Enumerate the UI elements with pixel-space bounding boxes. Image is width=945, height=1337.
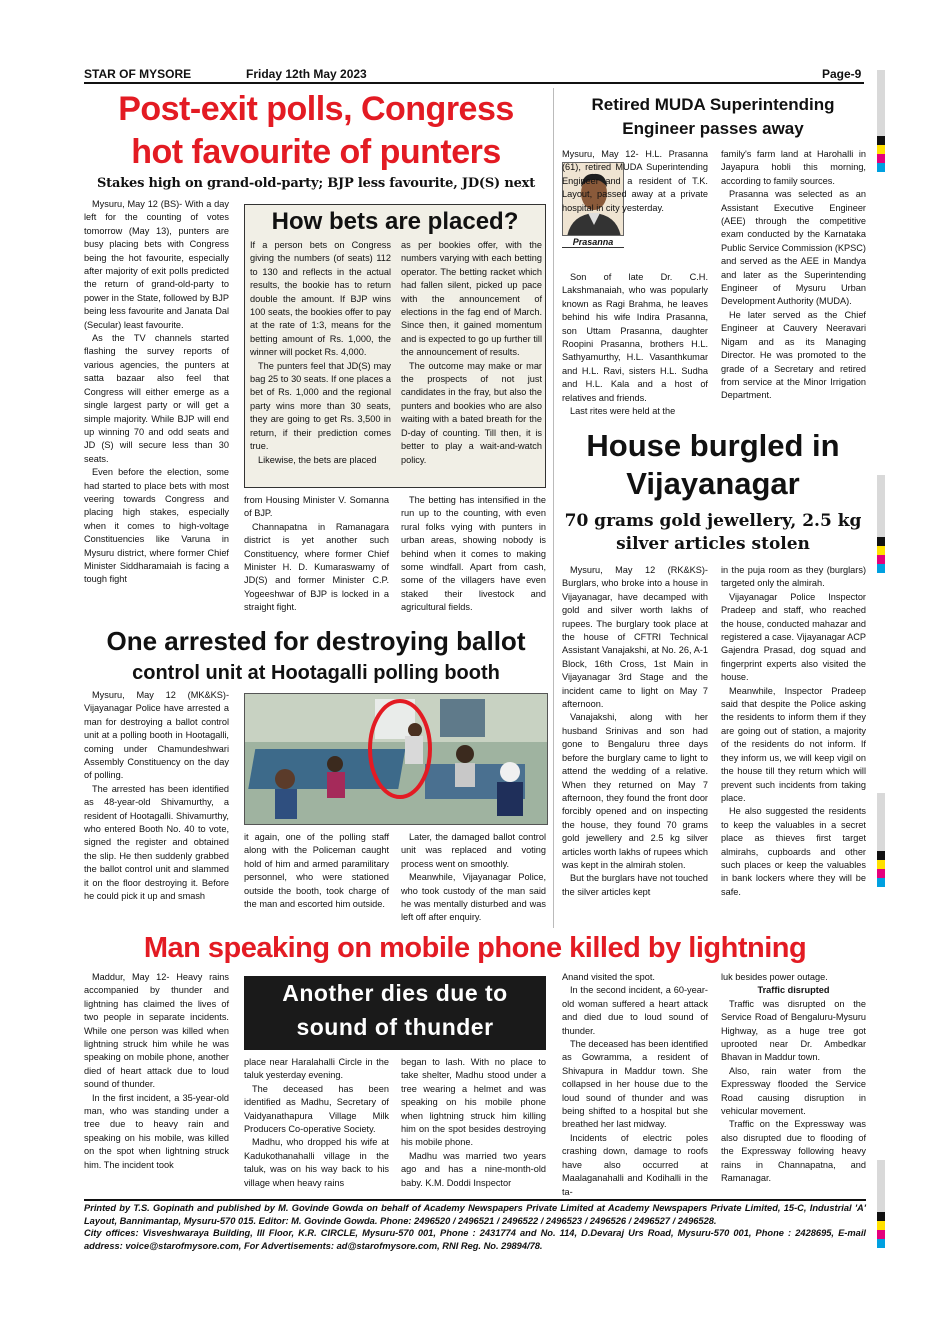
how-bets-col1: If a person bets on Congress giving the numbers (of seats) 112 to 130 and reflects in the actual results, the bookie has to return double the amount. If BJP wins 100 seats, the bookies offer to pay at the rate of 1:3, means for the betting amount of Rs. 1,000, the winner will pocket Rs. 4,000. The punters feel that JD(S) may bag 25 to 30 seats. If one places a bet of Rs. 1,000 and the regional party wins more than 30 seats, they are going to get Rs. 3,500 in return, if their prediction comes true. Likewise, the bets are placed <box>250 240 391 465</box>
article5-col4: Anand visited the spot. In the second incident, a 60-year-old woman suffered a heart attack and died due to loud sound of thunder. The deceased has been identified as Gowramma, a resident of Shivapura in Maddur town. She collapsed in her house due to the loud sound of thunder and was being shifted to a hospital but she breathed her last midway. Incidents of electric poles crashing down, damage to roofs have also occurred at Maalaganahalli and Kodihalli in the ta- <box>562 972 708 1197</box>
polling-booth-photo <box>244 693 548 825</box>
article1-col3: The betting has intensified in the run up to the counting, with even rural folks vying with punters in urban areas, showing nobody is behind when it comes to making some windfall. Apart from cash, some of the villagers have even staked their livestock and agricultural fields. <box>401 495 546 613</box>
registration-strip <box>877 793 885 851</box>
issue-date: Friday 12th May 2023 <box>246 67 367 81</box>
registration-strip <box>877 70 885 138</box>
article3-col1: Mysuru, May 12 (RK&KS)- Burglars, who broke into a house in Vijayanagar, have decamped with gold and silver worth lakhs of rupees. The burglary took place at the house of CFTRI Technical Assistant Vanajakshi, at No. 26, A-1 Block, 16th Cross, 1st Main in Vijayanagar 3rd Stage and the incident came to light on May 7 afternoon. Vanajakshi, along with her husband Srinivas and son had gone to Bengaluru three days before the burglary came to light to attend the wedding of a relative. When they returned on May 7 afternoon, they found the front door forcibly opened and on inspecting the house, they found 70 grams gold jewellery and 2.5 kg silver articles worth lakhs of rupees which was kept in the almirah stolen. But the burglars have not touched the silver articles kept <box>562 565 708 897</box>
article1-col1: Mysuru, May 12 (BS)- With a day left for the counting of votes tomorrow (May 13), punters are busy placing bets with Congress being the hot favourite, especially after majority of exit polls predicted the return of grand-old-party to power in the State, followed by BJP being less favourite and Janata Dal (Secular) least favourite. As the TV channels started flashing the survey reports of various agencies, the punters at satta bazaar also feel that Congress will either emerge as a single largest party or will get a simple majority. While BJP will end up winning 70 and odd seats and JD (S) will secure less than 30 seats. Even before the election, some had started to place bets with most veering towards Congress and placing high stakes, especially when it comes to high-voltage Constituencies like Varuna in Mysuru district, where former Chief Minister Siddharamaiah is facing a tough fight <box>84 199 229 585</box>
article4-subhead: control unit at Hootagalli polling booth <box>132 662 500 684</box>
article5-col1: Maddur, May 12- Heavy rains accompanied by thunder and lightning has claimed the lives of two people in separate incidents. While one person was killed when lightning struck him while he was speaking on mobile phone, another died of heart attack due to loud sound of thunder. In the first incident, a 35-year-old man, who was standing under a tree due to heavy rain and speaking on his mobile, was killed on the spot when lightning struck him. The incident took <box>84 972 229 1170</box>
page-number: Page-9 <box>822 67 862 81</box>
article1-subhead: Stakes high on grand-old-party; BJP less favourite, JD(S) next <box>96 176 536 191</box>
imprint: Printed by T.S. Gopinath and published by M. Govinde Gowda on behalf of Academy Newspapers Private Limited at Academy Newspapers Private Limited, 15-C, Industrial 'A' Layout, Bannimantap, Mysuru-570 015. Editor: M. Govinde Gowda. Phone: 2496520 / 2496521 / 2496522 / 2496523 / 2496526 / 2496527 / 2496528. City offices: Visveshwaraya Building, III Floor, K.R. CIRCLE, Mysuru-570 001, Phone : 2431774 and No. 114, D.Devaraj Urs Road, Mysuru-570 001, Phone : 2428695, E-mail address: voice@starofmysore.com, For Advertisements: ad@starofmysore.com, RNI Reg. No. 29894/78. <box>84 1203 866 1251</box>
traffic-subhead: Traffic disrupted <box>757 985 830 996</box>
article3-headline: House burgled in Vijayanagar <box>586 428 840 501</box>
how-bets-box <box>244 204 546 488</box>
masthead-name: STAR OF MYSORE <box>84 67 192 81</box>
article5-col2: place near Haralahalli Circle in the taluk yesterday evening. The deceased has been identified as Madhu, Secretary of Vaidyanathapura Village Milk Producers Co-operative Society. Madhu, who dropped his wife at Kadukothanahalli village in the taluk, was on his way back to his village when heavy rains <box>244 1057 389 1188</box>
color-bar <box>877 1212 885 1248</box>
article4-col1: Mysuru, May 12 (MK&KS)- Vijayanagar Police have arrested a man for destroying a ballot control unit at a polling booth in Hootagalli, coming under Chamundeshwari Assembly Constituency on the day of polling. The arrested has been identified as 48-year-old Shivamurthy, a resident of Hootagalli. Shivamurthy, who entered Booth No. 40 to vote, signed the register and obtained the slip. He then suddenly grabbed the ballot control unit and slammed it on the floor destroying it. Before he could pick it up and smash <box>84 690 229 902</box>
how-bets-title: How bets are placed? <box>271 208 519 235</box>
column-divider <box>553 88 554 928</box>
article2-lead: Mysuru, May 12- H.L. Prasanna (61), retired MUDA Superintending Engineer and a resident of T.K. Layout, passed away at a private hospital in city yesterday. <box>562 149 708 213</box>
article4-col2: it again, one of the polling staff along with the Policeman caught hold of him and armed paramilitary personnel, who were stationed outside the booth, took charge of the man and escorted him outside. <box>244 832 389 910</box>
photo-caption: Prasanna <box>562 237 624 248</box>
article4-headline: One arrested for destroying ballot <box>106 626 526 656</box>
article5-col5: luk besides power outage. Traffic disrupted Traffic was disrupted on the Service Road of Bengaluru-Mysuru Highway, as a huge tree got uprooted near Dr. Ambedkar Bhavan in Maddur town. Also, rain water from the Expressway flooded the Service Road causing disruption in vehicular movement. Traffic on the Expressway was also disrupted due to flooding of the Expressway following heavy rains in Channapatna, and Ramanagar. <box>721 972 866 1184</box>
article1-headline: Post-exit polls, Congress hot favourite of punters <box>118 90 514 171</box>
article3-subhead: 70 grams gold jewellery, 2.5 kg silver articles stolen <box>564 511 862 554</box>
registration-strip <box>877 475 885 537</box>
article1-col2: from Housing Minister V. Somanna of BJP. Channapatna in Ramanagara district is yet another such Constituency, where former Chief Minister H. D. Kumaraswamy of JD(S) and former Minister C.P. Yogeeshwar of BJP is locked in a straight fight. <box>244 495 389 613</box>
cctv-scene <box>245 694 548 825</box>
color-bar <box>877 851 885 887</box>
article3-col2: in the puja room as they (burglars) targeted only the almirah. Vijayanagar Police Inspector Pradeep and staff, who reached the house, conducted mahazar and registered a case. Vijayanagar ACP Gajendra Prasad, dog squad and fingerprint experts also visited the house. Meanwhile, Inspector Pradeep said that despite the Police asking the residents to inform them if they are going out of station, a majority of the residents do not inform. If they inform us, we will keep vigil on the house till they return which will prevent such incidents from taking place. He also suggested the residents to keep the valuables in a secret place as thieves first target almirahs, cupboards and other such places or keep the valuables in bank lockers where they will be safe. <box>721 565 866 897</box>
registration-strip <box>877 1160 885 1212</box>
article5-col3: began to lash. With no place to take shelter, Madhu stood under a tree wearing a helmet and was speaking on his mobile phone when lightning struck him killing him on the spot besides destroying his mobile phone. Madhu was married two years ago and has a nine-month-old baby. K.M. Doddi Inspector <box>401 1057 546 1188</box>
how-bets-col2: as per bookies offer, with the numbers varying with each betting operator. The betting racket which had fallen silent, picked up pace with the announcement of elections in the fag end of March. Since then, it gained momentum and is expected to go up further till the announcement of results. The outcome may make or mar the prospects of not just candidates in the fray, but also the punters and bookies who are also waiting with a bated breath for the D-day of counting. Till then, it is better to play a wait-and-watch policy. <box>401 240 542 465</box>
article4-col3: Later, the damaged ballot control unit was replaced and voting process went on smoothly. Meanwhile, Vijayanagar Police, who took custody of the man said he was mentally disturbed and was left off after enquiry. <box>401 832 546 923</box>
article2-col1: Son of late Dr. C.H. Lakshmanaiah, who was popularly known as Ragi Brahma, he leaves behind his wife Indira Prasanna, son Uttam Prasanna, daughter Roopini Prasanna, brothers H.L. Sathyamurthy, H.L. Vasanthkumar and H.L. Ravi, sisters H.L. Sudha and H.L. Kala and a host of relatives and friends. Last rites were held at the <box>562 272 708 417</box>
article2-col2: family's farm land at Harohalli in Jayapura hobli this morning, according to family sources. Prasanna was selected as an Assistant Executive Engineer (AEE) through the competitive exam conducted by the Karnataka Public Service Commission (KPSC) and served as the AEE in Mandya and later as the Superintending Engineer of Mysuru Urban Development Authority (MUDA). He later served as the Chief Engineer at Cauvery Neeravari Nigam and as its Managing Director. He was promoted to the grade of a Secretary and retired from service at the Minor Irrigation Department. <box>721 149 866 401</box>
color-bar <box>877 537 885 573</box>
thunder-box: Another dies due to sound of thunder <box>244 976 546 1050</box>
header-rule <box>84 82 864 84</box>
article2-headline: Retired MUDA Superintending Engineer passes away <box>591 95 835 138</box>
color-bar <box>877 136 885 172</box>
article5-headline: Man speaking on mobile phone killed by lightning <box>143 932 807 964</box>
footer-rule <box>84 1199 866 1201</box>
